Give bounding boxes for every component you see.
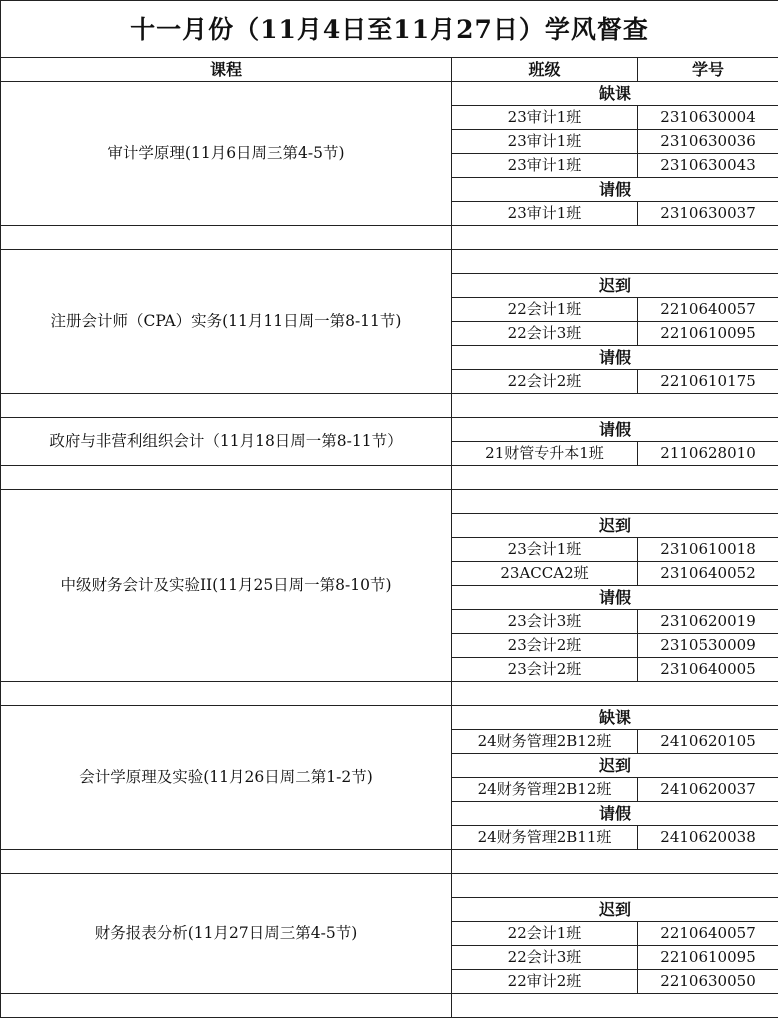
category-label: 缺课	[452, 706, 778, 730]
student-id-cell: 2210630050	[638, 970, 778, 994]
class-cell: 21财管专升本1班	[452, 442, 638, 466]
category-label: 迟到	[452, 274, 778, 298]
category-label: 迟到	[452, 898, 778, 922]
student-id-cell: 2210610095	[638, 946, 778, 970]
spacer-row	[1, 226, 778, 250]
class-cell: 22会计3班	[452, 946, 638, 970]
course-name-cell: 中级财务会计及实验II(11月25日周一第8-10节)	[1, 490, 452, 682]
spacer-row	[1, 394, 778, 418]
class-cell: 22会计2班	[452, 370, 638, 394]
category-label: 迟到	[452, 514, 778, 538]
empty-cell	[452, 394, 778, 418]
spacer-row	[1, 466, 778, 490]
class-cell: 23会计2班	[452, 634, 638, 658]
class-cell: 23审计1班	[452, 130, 638, 154]
student-id-cell: 2310640005	[638, 658, 778, 682]
course-name-cell: 审计学原理(11月6日周三第4-5节)	[1, 82, 452, 226]
category-label: 迟到	[452, 754, 778, 778]
student-id-cell: 2310630043	[638, 154, 778, 178]
category-label: 请假	[452, 178, 778, 202]
category-label: 缺课	[452, 82, 778, 106]
student-id-cell: 2310530009	[638, 634, 778, 658]
student-id-cell: 2210610095	[638, 322, 778, 346]
empty-cell	[1, 466, 452, 490]
empty-cell	[1, 994, 452, 1018]
course-name-cell: 注册会计师（CPA）实务(11月11日周一第8-11节)	[1, 250, 452, 394]
spacer-row	[1, 850, 778, 874]
table-row	[1, 490, 778, 514]
empty-cell	[452, 874, 778, 898]
student-id-cell: 2210640057	[638, 922, 778, 946]
class-cell: 22会计3班	[452, 322, 638, 346]
category-label: 请假	[452, 586, 778, 610]
class-cell: 24财务管理2B12班	[452, 778, 638, 802]
class-cell: 24财务管理2B11班	[452, 826, 638, 850]
student-id-cell: 2310610018	[638, 538, 778, 562]
class-cell: 23会计3班	[452, 610, 638, 634]
student-id-cell: 2210640057	[638, 298, 778, 322]
class-cell: 23会计2班	[452, 658, 638, 682]
sheet-title: 十一月份（11月4日至11月27日）学风督查	[1, 1, 778, 58]
course-name-cell: 政府与非营利组织会计（11月18日周一第8-11节）	[1, 418, 452, 466]
class-cell: 23ACCA2班	[452, 562, 638, 586]
student-id-cell: 2310630037	[638, 202, 778, 226]
spacer-row	[1, 994, 778, 1018]
class-cell: 22会计1班	[452, 922, 638, 946]
empty-cell	[452, 250, 778, 274]
empty-cell	[452, 682, 778, 706]
category-label: 请假	[452, 418, 778, 442]
table-row	[1, 82, 778, 106]
student-id-cell: 2410620105	[638, 730, 778, 754]
category-label: 请假	[452, 802, 778, 826]
class-cell: 23审计1班	[452, 106, 638, 130]
class-cell: 22会计1班	[452, 298, 638, 322]
empty-cell	[452, 490, 778, 514]
student-id-cell: 2210610175	[638, 370, 778, 394]
empty-cell	[452, 994, 778, 1018]
category-label: 请假	[452, 346, 778, 370]
table-row	[1, 418, 778, 442]
class-cell: 22审计2班	[452, 970, 638, 994]
table-row	[1, 250, 778, 274]
student-id-cell: 2110628010	[638, 442, 778, 466]
class-cell: 23会计1班	[452, 538, 638, 562]
student-id-cell: 2410620038	[638, 826, 778, 850]
course-name-cell: 会计学原理及实验(11月26日周二第1-2节)	[1, 706, 452, 850]
empty-cell	[1, 394, 452, 418]
student-id-cell: 2310630004	[638, 106, 778, 130]
class-cell: 23审计1班	[452, 202, 638, 226]
empty-cell	[452, 466, 778, 490]
class-cell: 24财务管理2B12班	[452, 730, 638, 754]
student-id-cell: 2310630036	[638, 130, 778, 154]
header-student-id: 学号	[638, 58, 778, 82]
student-id-cell: 2310640052	[638, 562, 778, 586]
empty-cell	[452, 850, 778, 874]
class-cell: 23审计1班	[452, 154, 638, 178]
empty-cell	[1, 850, 452, 874]
table-row	[1, 706, 778, 730]
student-id-cell: 2310620019	[638, 610, 778, 634]
student-id-cell: 2410620037	[638, 778, 778, 802]
header-course: 课程	[1, 58, 452, 82]
empty-cell	[452, 226, 778, 250]
header-class: 班级	[452, 58, 638, 82]
table-row	[1, 874, 778, 898]
empty-cell	[1, 682, 452, 706]
spacer-row	[1, 682, 778, 706]
empty-cell	[1, 226, 452, 250]
course-name-cell: 财务报表分析(11月27日周三第4-5节)	[1, 874, 452, 994]
